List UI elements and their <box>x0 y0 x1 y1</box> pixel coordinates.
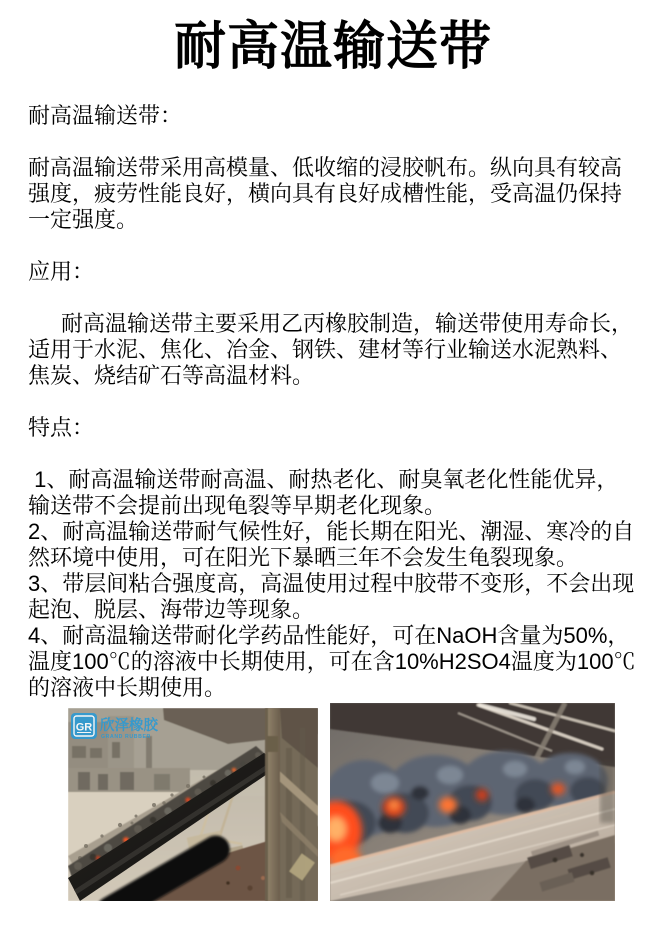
feature-item-4: 4、耐高温输送带耐化学药品性能好，可在NaOH含量为50%，温度100℃的溶液中长期使用，可在含10%H2SO4温度为100℃的溶液中长期使用。 <box>28 623 636 700</box>
feature-item-2: 2、耐高温输送带耐气候性好，能长期在阳光、潮湿、寒冷的自然环境中使用，可在阳光下暴晒三年不会发生龟裂现象。 <box>28 519 635 570</box>
feature-item-3: 3、带层间粘合强度高，高温使用过程中胶带不变形，不会出现起泡、脱层、海带边等现象。 <box>28 571 635 622</box>
page-title: 耐高温输送带 <box>173 18 492 76</box>
gr-monogram: GR <box>75 721 93 734</box>
intro-label: 耐高温输送带： <box>28 103 183 128</box>
photo-hot-material-closeup <box>330 703 615 901</box>
application-paragraph: 耐高温输送带主要采用乙丙橡胶制造，输送带使用寿命长，适用于水泥、焦化、冶金、钢铁、建材等行业输送水泥熟料、焦炭、烧结矿石等高温材料。 <box>28 311 634 388</box>
body-copy <box>28 103 638 701</box>
watermark-name-cn: 欣泽橡胶 <box>100 718 158 734</box>
application-label: 应用： <box>28 259 95 284</box>
feature-item-1: 1、耐高温输送带耐高温、耐热老化、耐臭氧老化性能优异，输送带不会提前出现龟裂等早期老化现象。 <box>28 467 619 518</box>
features-list <box>28 467 638 701</box>
features-label: 特点： <box>28 415 95 440</box>
watermark-name-en: GRAND RUBBER <box>101 734 151 740</box>
foreground-post <box>265 708 318 901</box>
right-edge-shadow <box>600 761 615 823</box>
photo-conveyor-plant <box>68 708 318 901</box>
watermark-logo <box>71 713 158 740</box>
photo-row <box>28 703 638 901</box>
intro-paragraph: 耐高温输送带采用高模量、低收缩的浸胶帆布。纵向具有较高强度，疲劳性能良好，横向具有良好成槽性能，受高温仍保持一定强度。 <box>28 155 623 232</box>
